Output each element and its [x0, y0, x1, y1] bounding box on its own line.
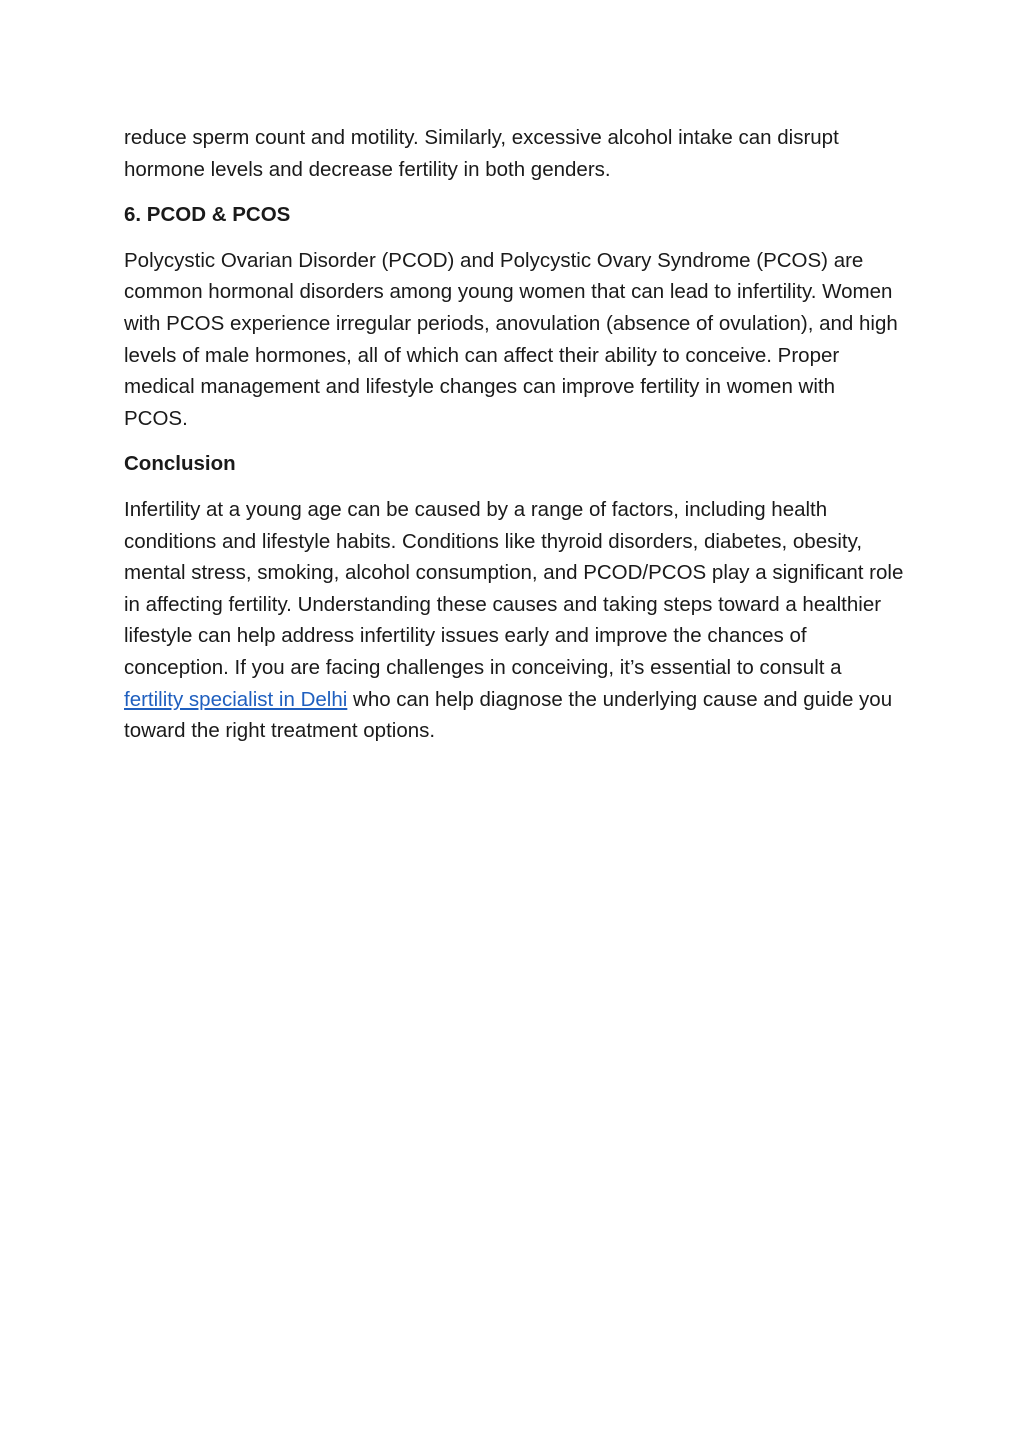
document-page	[124, 122, 904, 761]
pcod-paragraph: Polycystic Ovarian Disorder (PCOD) and Polycystic Ovary Syndrome (PCOS) are common hormonal disorders among young women that can lead to infertility. Women with PCOS experience irregular periods, anovulation (absence of ovulation), and high levels of male hormones, all of which can affect their ability to conceive. Proper medical management and lifestyle changes can improve fertility in women with PCOS.	[124, 248, 898, 430]
conclusion-paragraph	[124, 494, 904, 747]
conclusion-text-after-link: who can help diagnose the underlying cause and guide you toward the right treatment options.	[124, 687, 893, 743]
fertility-specialist-link[interactable]: fertility specialist in Delhi	[124, 687, 348, 711]
conclusion-text-before-link: Infertility at a young age can be caused by a range of factors, including health conditions and lifestyle habits. Conditions like thyroid disorders, diabetes, obesity, mental stress, smoking, alcohol consumption, and PCOD/PCOS play a significant role in affecting fertility. Understanding these causes and taking steps toward a healthier lifestyle can help address infertility issues early and improve the chances of conception. If you are facing challenges in conceiving, it’s essential to consult a	[124, 497, 904, 679]
pcod-heading: 6. PCOD & PCOS	[124, 203, 291, 227]
conclusion-heading: Conclusion	[124, 452, 236, 476]
intro-paragraph: reduce sperm count and motility. Similarly, excessive alcohol intake can disrupt hormone levels and decrease fertility in both genders.	[124, 126, 839, 181]
